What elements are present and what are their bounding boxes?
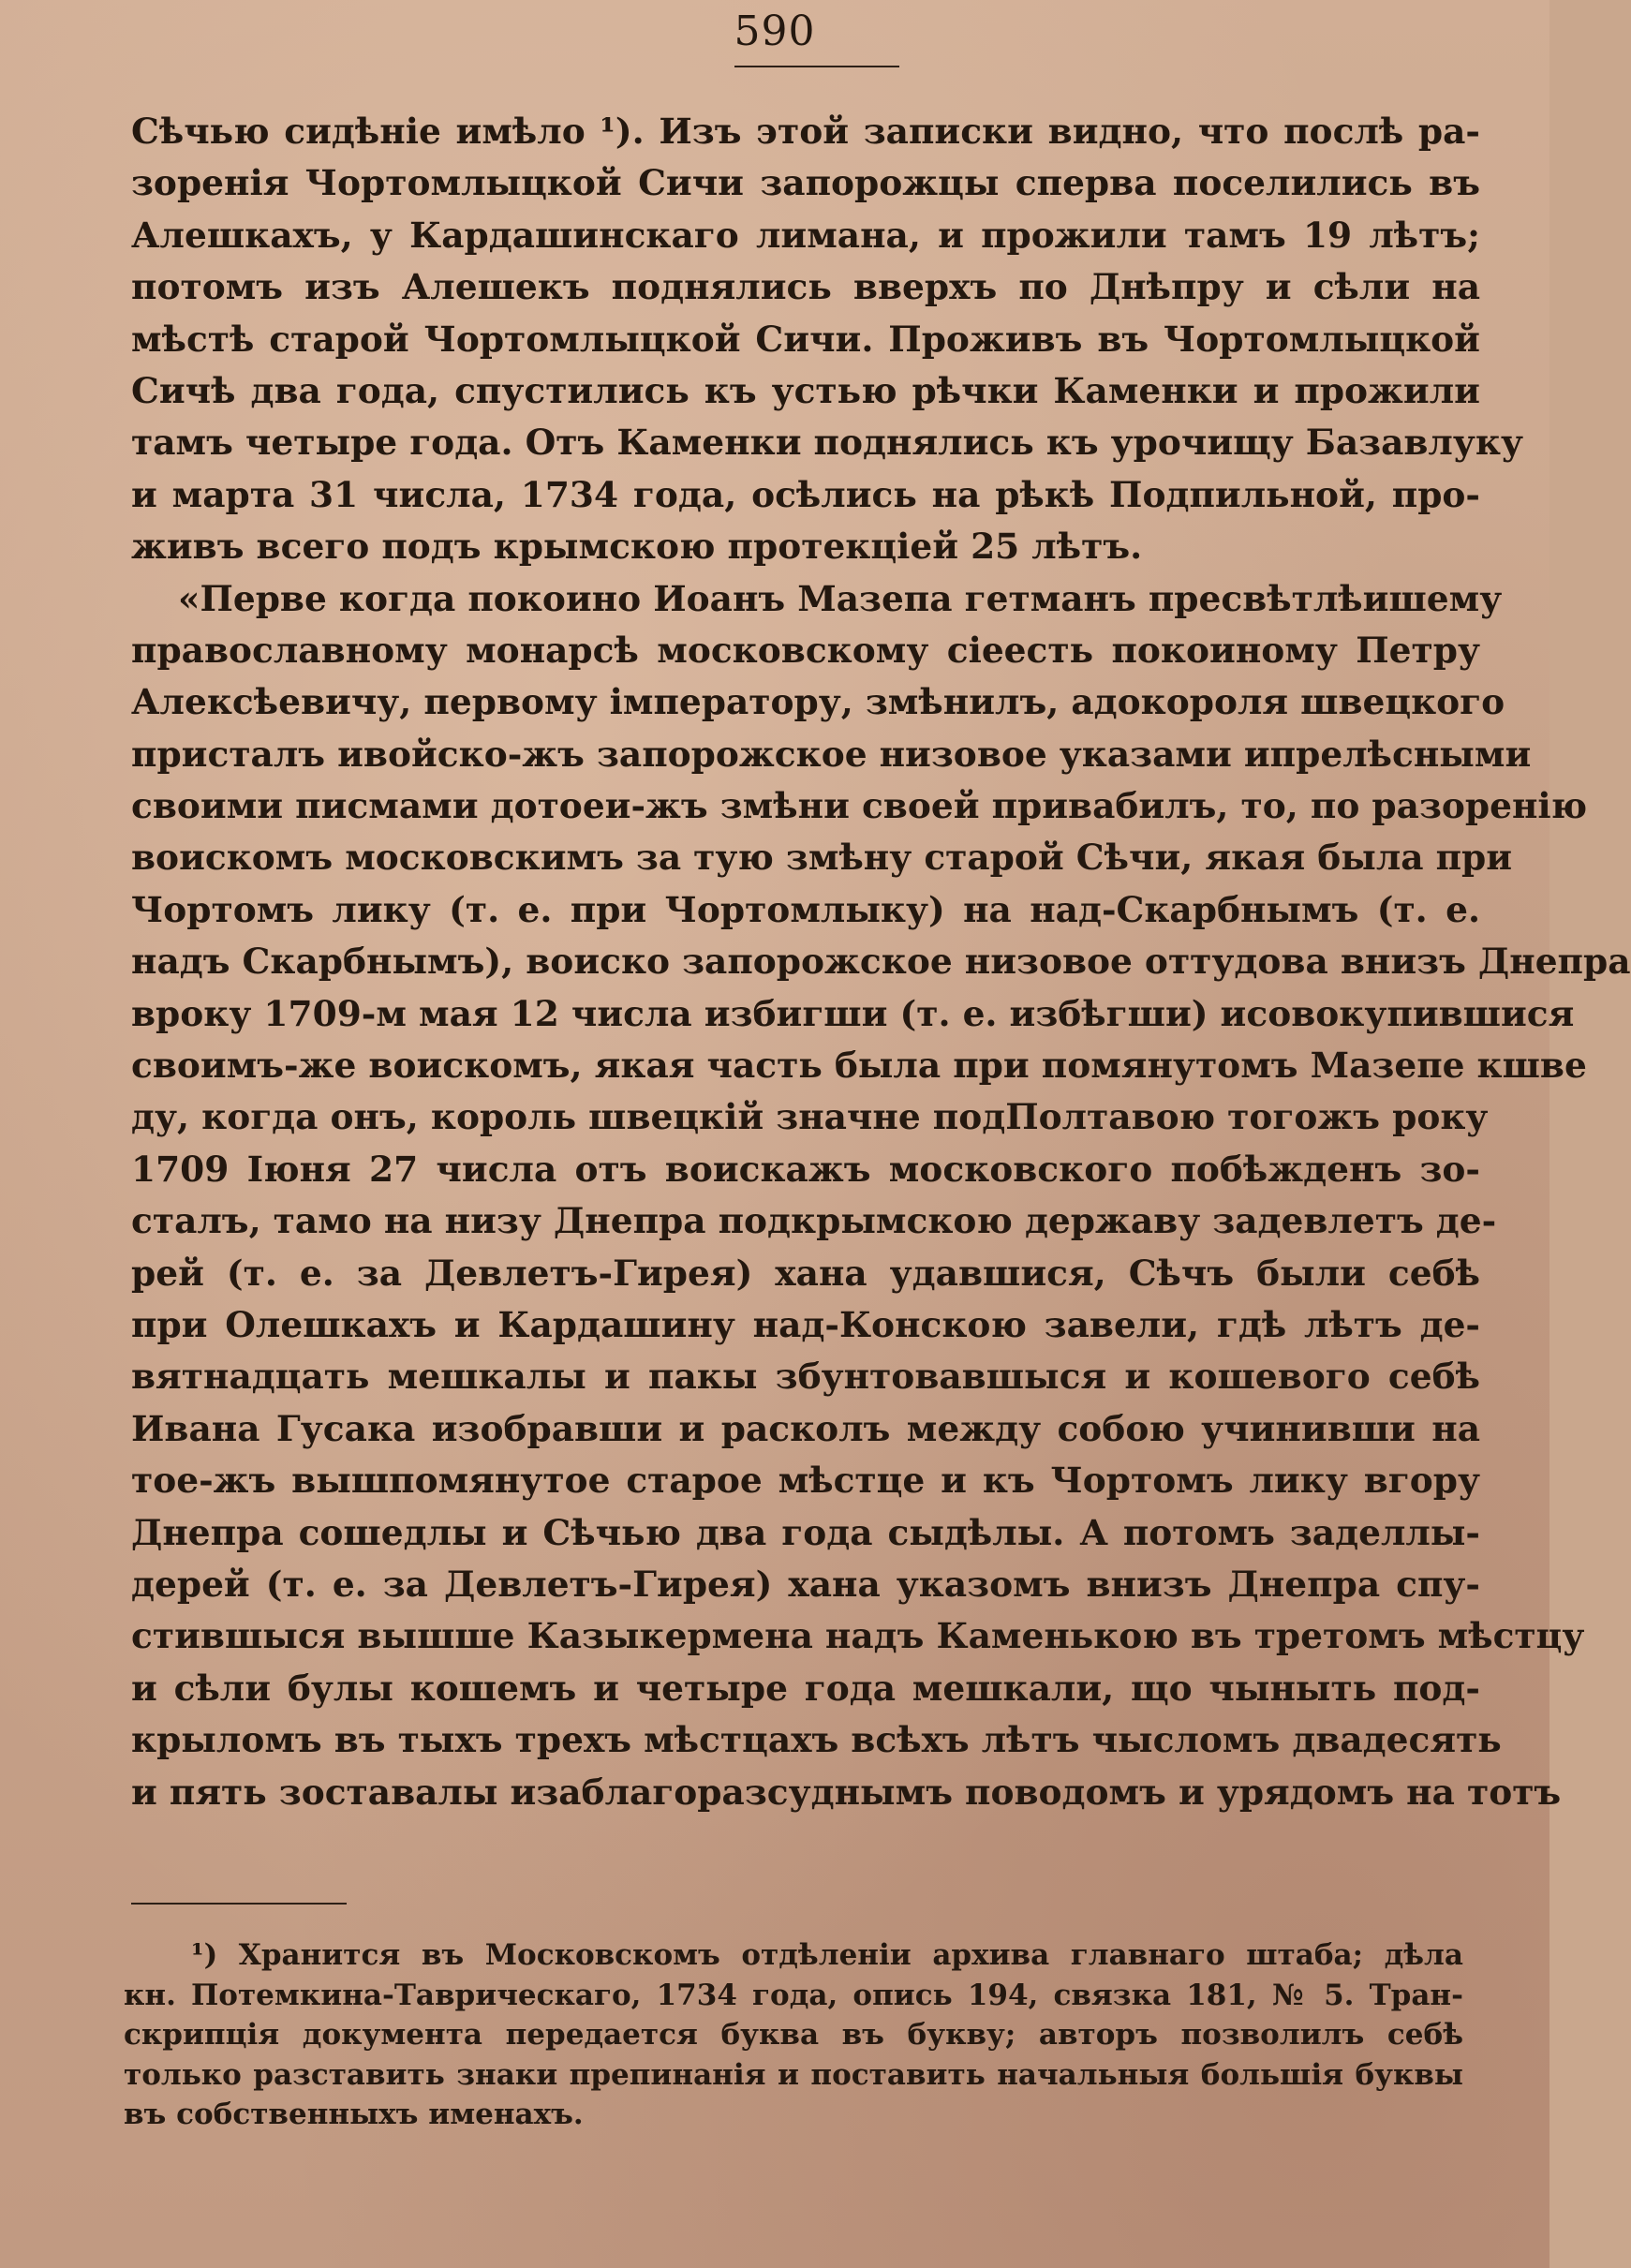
text-line: сталъ, тамо на низу Днепра подкрымскою державу задевлетъ де- — [131, 1200, 1497, 1242]
text-line: присталъ ивойско-жъ запорожское низовое указами ипрелѣсными — [131, 733, 1532, 775]
text-line: тое-жъ вышпомянутое старое мѣстце и къ Чортомъ лику вгору — [131, 1460, 1480, 1502]
text-line: дерей (т. е. за Девлетъ-Гирея) хана указомъ внизъ Днепра спу- — [131, 1563, 1480, 1605]
footnote-rule — [131, 1903, 347, 1905]
text-line: Сѣчью сидѣніе имѣло ¹). Изъ этой записки видно, что послѣ ра- — [131, 111, 1480, 152]
text-line: живъ всего подъ крымскою протекціей 25 лѣтъ. — [131, 526, 1143, 568]
text-line: 1709 Іюня 27 числа отъ воискажъ московского побѣжденъ зо- — [131, 1148, 1480, 1190]
text-line: и марта 31 числа, 1734 года, осѣлись на рѣкѣ Подпильной, про- — [131, 473, 1480, 515]
text-line: Алексѣевичу, первому імператору, змѣнилъ, адокороля швецкого — [131, 681, 1505, 723]
text-line: воискомъ московскимъ за тую змѣну старой Сѣчи, якая была при — [131, 837, 1513, 879]
footnote-line: кн. Потемкина-Таврическаго, 1734 года, опись 194, связка 181, № 5. Тран- — [124, 1978, 1463, 2012]
footnote-line: въ собственныхъ именахъ. — [124, 2098, 584, 2131]
text-line: Чортомъ лику (т. е. при Чортомлыку) на над-Скарбнымъ (т. е. — [131, 888, 1480, 930]
main-text — [131, 106, 1631, 1818]
text-line: вятнадцать мешкалы и пакы збунтовавшыся и кошевого себѣ — [131, 1356, 1480, 1398]
footnote-line: скрипція документа передается буква въ букву; авторъ позволилъ себѣ — [124, 2018, 1463, 2052]
page-number: 590 — [734, 7, 816, 55]
text-line: Сичѣ два года, спустились къ устью рѣчки Каменки и прожили — [131, 369, 1480, 411]
text-line: православному монарсѣ московскому сіеесть покоиному Петру — [131, 629, 1480, 671]
header-rule — [734, 66, 899, 67]
text-line: Днепра сошедлы и Сѣчью два года сыдѣлы. А потомъ заделлы- — [131, 1511, 1480, 1553]
text-line: тамъ четыре года. Отъ Каменки поднялись къ урочищу Базавлуку — [131, 422, 1523, 464]
text-line: при Олешкахъ и Кардашину над-Конскою завели, гдѣ лѣтъ де- — [131, 1303, 1480, 1345]
text-line: своимъ-же воискомъ, якая часть была при помянутомъ Мазепе кшве — [131, 1045, 1587, 1087]
text-line: Алешкахъ, у Кардашинскаго лимана, и прожили тамъ 19 лѣтъ; — [131, 214, 1480, 256]
text-line: потомъ изъ Алешекъ поднялись вверхъ по Днѣпру и сѣли на — [131, 266, 1480, 308]
text-line: рей (т. е. за Девлетъ-Гирея) хана удавшися, Сѣчъ были себѣ — [131, 1252, 1480, 1294]
paragraph-2-quotation — [131, 573, 1631, 1818]
text-line: зоренія Чортомлыцкой Сичи запорожцы сперва поселились въ — [131, 162, 1480, 204]
text-line: вроку 1709-м мая 12 числа избигши (т. е. избѣгши) исовокупившися — [131, 992, 1575, 1034]
text-line: ду, когда онъ, король швецкій значне подПолтавою тогожъ року — [131, 1096, 1489, 1138]
footnote-line: только разставить знаки препинанія и поставить начальныя большія буквы — [124, 2057, 1463, 2092]
text-line: и сѣли булы кошемъ и четыре года мешкали, що чыныть под- — [131, 1667, 1480, 1709]
text-line: Ивана Гусака изобравши и расколъ между собою учинивши на — [131, 1407, 1480, 1449]
footnote-line: ¹) Хранится въ Московскомъ отдѣленіи архива главнаго штаба; дѣла — [191, 1938, 1463, 1972]
paragraph-1 — [131, 106, 1523, 573]
footnote — [124, 1935, 1463, 2135]
text-line: надъ Скарбнымъ), воиско запорожское низовое оттудова внизъ Днепра — [131, 941, 1631, 983]
text-line: своими писмами дотоеи-жъ змѣни своей привабилъ, то, по разоренію — [131, 785, 1588, 827]
text-line: крыломъ въ тыхъ трехъ мѣстцахъ всѣхъ лѣтъ чысломъ двадесять — [131, 1719, 1502, 1761]
text-line: мѣстѣ старой Чортомлыцкой Сичи. Проживъ въ Чортомлыцкой — [131, 318, 1480, 360]
text-line: и пять зоставалы изаблагоразсуднымъ поводомъ и урядомъ на тотъ — [131, 1771, 1562, 1813]
text-line: «Перве когда покоино Иоанъ Мазепа гетманъ пресвѣтлѣишему — [178, 577, 1503, 619]
text-line: стившыся вышше Казыкермена надъ Каменькою въ третомъ мѣстцу — [131, 1615, 1585, 1657]
